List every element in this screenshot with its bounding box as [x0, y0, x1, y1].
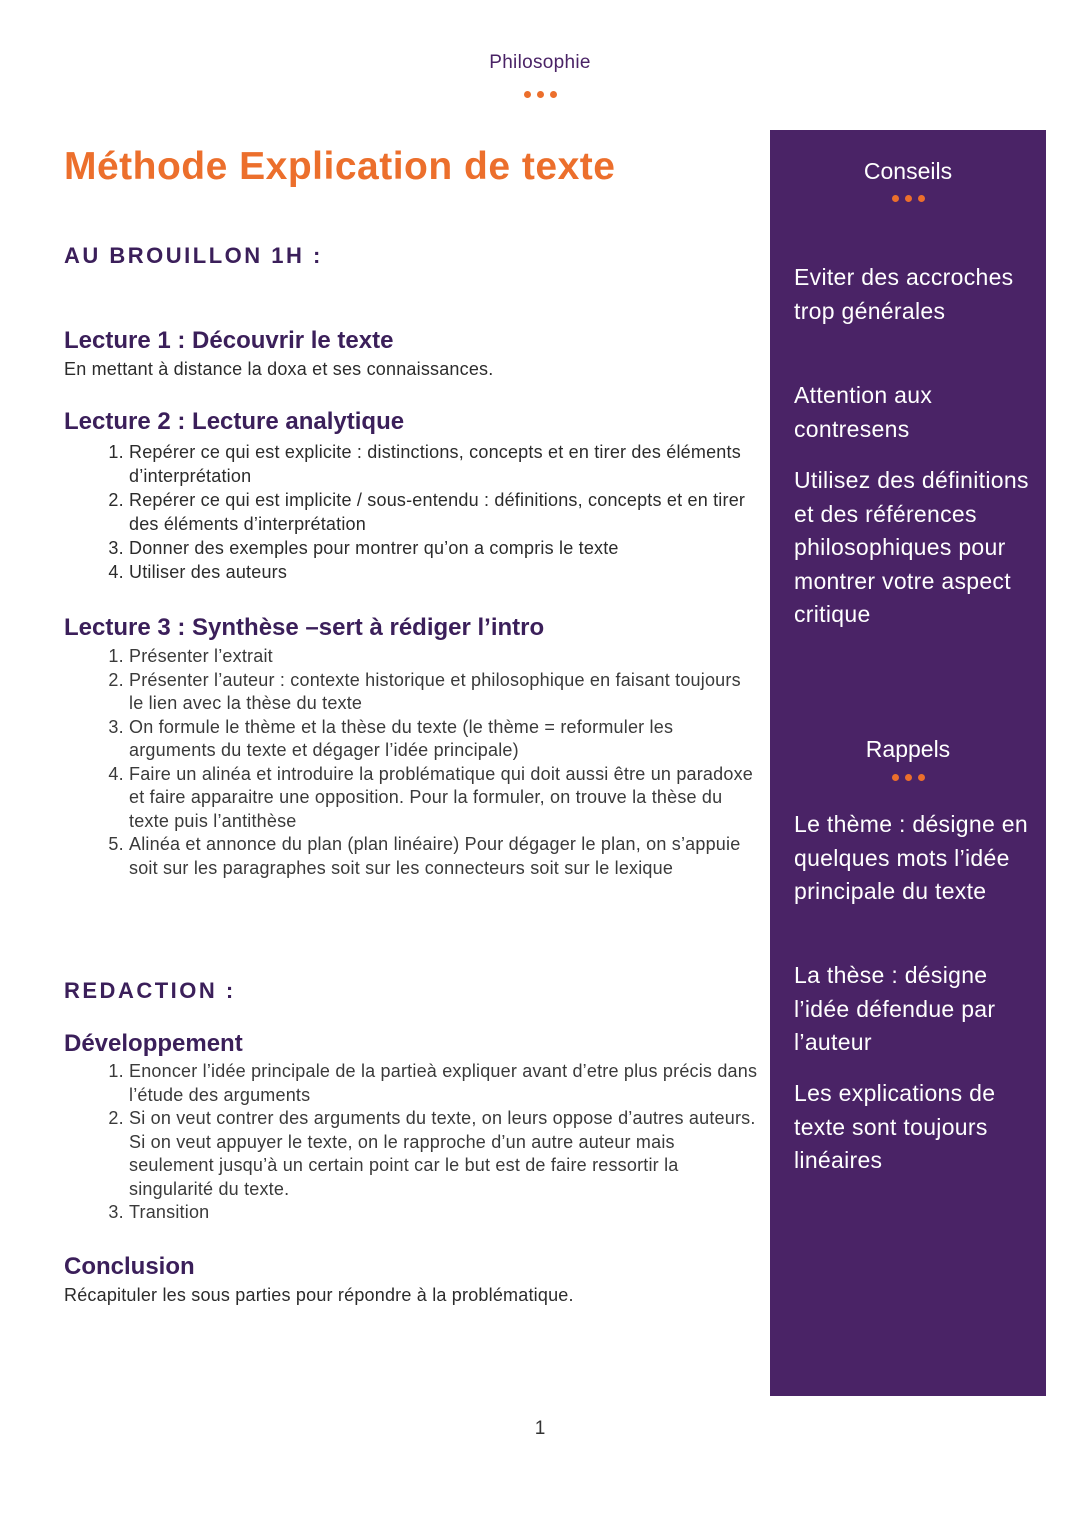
rappel-item: La thèse : désigne l’idée défendue par l’auteur — [794, 962, 996, 1055]
rappel-item: Le thème : désigne en quelques mots l’idée principale du texte — [794, 811, 1028, 904]
rappels-dots — [770, 774, 1046, 781]
conseil-item: Utilisez des définitions et des références philosophiques pour montrer votre aspect critique — [794, 467, 1029, 627]
redaction-heading: REDACTION : — [64, 978, 236, 1003]
lecture1-title: Lecture 1 : Découvrir le texte — [64, 327, 394, 354]
conclusion-title: Conclusion — [64, 1253, 195, 1280]
conseils-dots — [770, 195, 1046, 202]
list-item: 2. Repérer ce qui est implicite / sous-entendu : définitions, concepts et en tirer des éléments d’interprétation — [129, 488, 759, 536]
list-item: 3. On formule le thème et la thèse du texte (le thème = reformuler les arguments du texte et dégager l’idée principale) — [129, 716, 759, 763]
list-item: 1. Présenter l’extrait — [129, 645, 759, 669]
page-title: Méthode Explication de texte — [64, 145, 616, 188]
brouillon-heading: AU BROUILLON 1H : — [64, 243, 323, 268]
list-item: 4. Utiliser des auteurs — [129, 560, 759, 584]
rappels-title: Rappels — [865, 736, 951, 762]
conseil-item: Eviter des accroches trop générales — [794, 264, 1014, 324]
lecture3-title: Lecture 3 : Synthèse –sert à rédiger l’intro — [64, 614, 545, 641]
list-item: 2. Présenter l’auteur : contexte historique et philosophique en faisant toujours le lien avec la thèse du texte — [129, 669, 759, 716]
main-content — [64, 145, 758, 1305]
list-item: 3. Transition — [129, 1201, 759, 1225]
conclusion-text: Récapituler les sous parties pour répondre à la problématique. — [64, 1285, 574, 1305]
list-item: 3. Donner des exemples pour montrer qu’on a compris le texte — [129, 536, 759, 560]
header-dots — [0, 91, 1080, 98]
lecture2-title: Lecture 2 : Lecture analytique — [64, 408, 405, 435]
developpement-list — [96, 1060, 759, 1225]
list-item: 2. Si on veut contrer des arguments du texte, on leurs oppose d’autres auteurs. Si on veut appuyer le texte, on le rapproche d’un autre auteur mais seulement jusqu’à un certain point car le but est de faire ressortir la singularité du texte. — [129, 1107, 759, 1201]
rappel-item: Les explications de texte sont toujours linéaires — [794, 1080, 996, 1173]
page-number: 1 — [534, 1418, 546, 1439]
sidebar — [770, 130, 1046, 1396]
lecture3-list — [96, 645, 759, 880]
list-item: 1. Enoncer l’idée principale de la partieà expliquer avant d’etre plus précis dans l’étude des arguments — [129, 1060, 759, 1107]
lecture1-text: En mettant à distance la doxa et ses connaissances. — [64, 359, 494, 379]
conseil-item: Attention aux contresens — [794, 382, 933, 442]
list-item: 4. Faire un alinéa et introduire la problématique qui doit aussi être un paradoxe et faire apparaitre une opposition. Pour la formuler, on trouve la thèse du texte puis l’antithèse — [129, 763, 759, 834]
list-item: 1. Repérer ce qui est explicite : distinctions, concepts et en tirer des éléments d’interprétation — [129, 440, 759, 488]
conseils-title: Conseils — [863, 158, 953, 184]
header-subject: Philosophie — [489, 52, 591, 73]
list-item: 5. Alinéa et annonce du plan (plan linéaire) Pour dégager le plan, on s’appuie soit sur les paragraphes soit sur les connecteurs soit sur le lexique — [129, 833, 759, 880]
developpement-title: Développement — [64, 1030, 243, 1057]
lecture2-list — [96, 440, 759, 584]
